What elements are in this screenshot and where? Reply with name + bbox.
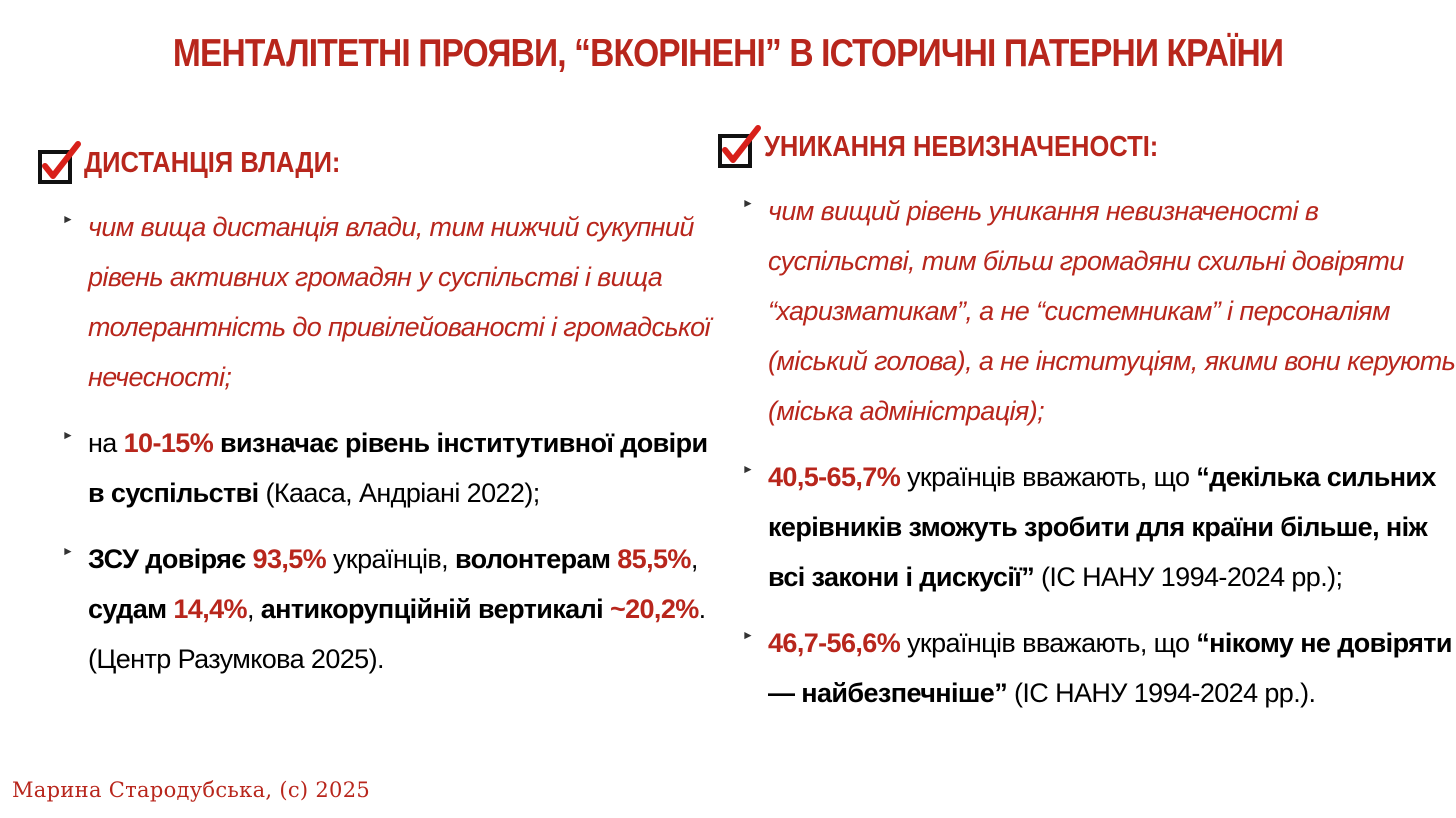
item-text [768,618,1456,718]
text-run: волонтерам [454,544,618,574]
checked-checkbox-icon [716,122,762,172]
item-text [88,418,723,518]
uncertainty-avoidance-column [716,122,1456,734]
text-run: українців вважають, що [900,628,1197,658]
item-text: чим вища дистанція влади, тим нижчий сукупний рівень активних громадян у суспільстві і вища толерантність до привілейованості і громадської нечесності; [88,212,710,392]
triangle-bullet-icon: ► [742,628,754,642]
stat-value: 14,4% [173,594,247,624]
stat-value: 46,7-56,6% [768,628,901,658]
text-run: визначає рівень інститутивної довіри в суспільстві [88,428,708,508]
stat-value: 93,5% [252,544,327,574]
item-text [768,452,1456,602]
list-item [36,418,706,518]
text-run: українців вважають, що [900,462,1197,492]
citation: (ІС НАНУ 1994-2024 рр.). [1007,678,1316,708]
item-text [88,534,723,684]
power-distance-list [36,202,710,684]
triangle-bullet-icon: ► [742,196,754,210]
citation: . (Центр Разумкова 2025). [88,594,706,674]
power-distance-heading [36,138,706,188]
text-run: , [690,544,698,574]
item-text: чим вищий рівень уникання невизначеності в суспільстві, тим більш громадяни схильні довіряти “харизматикам”, а не “системникам” і персоналіям (міський голова), а не інституціям, якими вони керують (міська адміністрація); [768,196,1456,426]
list-item [36,534,706,684]
checked-checkbox-icon [36,138,82,188]
list-item [36,202,710,402]
uncertainty-avoidance-heading [716,122,1446,172]
triangle-bullet-icon: ► [62,544,74,558]
list-item [716,618,1452,718]
stat-value: ~20,2% [609,594,699,624]
power-distance-column [36,138,710,700]
text-run: судам [88,594,174,624]
stat-value: 10-15% [123,428,214,458]
citation: (Кааса, Андріані 2022); [258,478,540,508]
list-item [716,186,1456,436]
uncertainty-avoidance-heading-text: УНИКАННЯ НЕВИЗНАЧЕНОСТІ: [764,130,1159,163]
uncertainty-avoidance-list [716,186,1456,718]
triangle-bullet-icon: ► [62,428,74,442]
triangle-bullet-icon: ► [742,462,754,476]
quote: “декілька сильних керівників зможуть зробити для країни більше, ніж всі закони і дискусії” [768,462,1436,592]
list-item [716,452,1446,602]
stat-value: 40,5-65,7% [768,462,901,492]
text-run: антикорупційній вертикалі [260,594,610,624]
text-run: ЗСУ довіряє [88,544,253,574]
text-run: на [88,428,124,458]
slide-title: МЕНТАЛІТЕТНІ ПРОЯВИ, “ВКОРІНЕНІ” В ІСТОРИЧНІ ПАТЕРНИ КРАЇНИ [172,32,1284,75]
triangle-bullet-icon: ► [62,212,74,226]
quote: “нікому не довіряти — найбезпечніше” [768,628,1452,708]
text-run: українців, [326,544,455,574]
power-distance-heading-text: ДИСТАНЦІЯ ВЛАДИ: [84,146,341,179]
author-credit: Марина Стародубська, (с) 2025 [12,778,371,802]
text-run: , [246,594,261,624]
stat-value: 85,5% [617,544,691,574]
citation: (ІС НАНУ 1994-2024 рр.); [1034,562,1343,592]
